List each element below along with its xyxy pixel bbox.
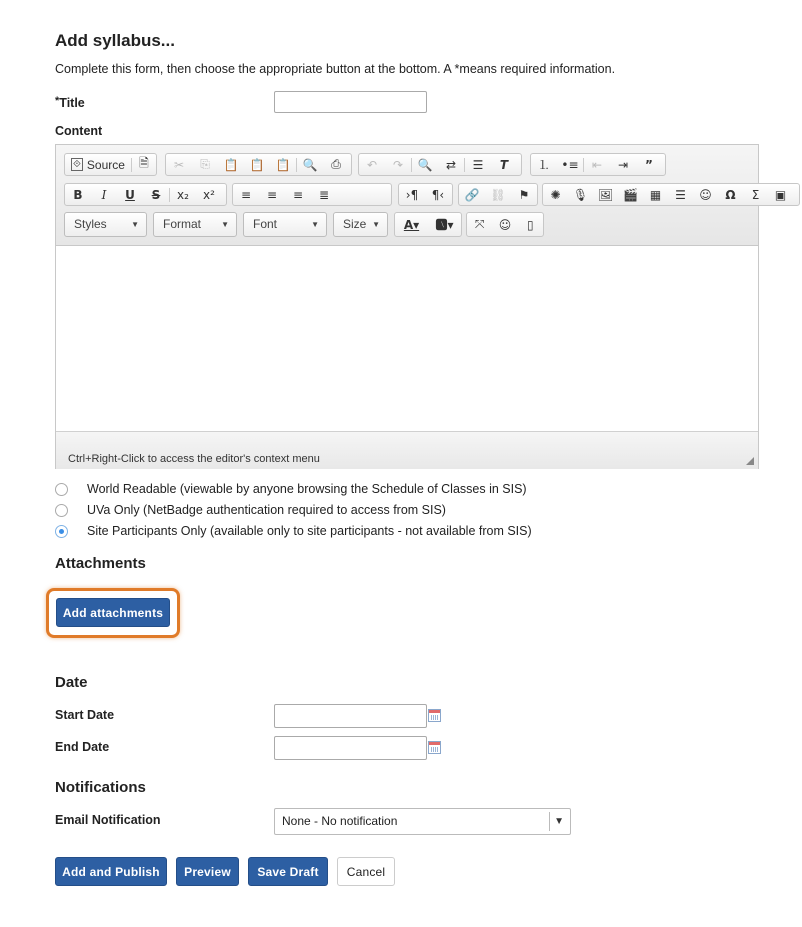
- title-label: *Title: [55, 95, 85, 110]
- bulleted-list-icon: •≡: [561, 157, 579, 172]
- redo-button[interactable]: [385, 154, 411, 175]
- page-title: Add syllabus...: [55, 31, 175, 50]
- toolbar-group-align: [232, 183, 392, 206]
- align-center-icon: ≡: [266, 187, 278, 202]
- toolbar-group-document: [64, 153, 157, 176]
- horizontal-rule-icon: ☰: [675, 187, 686, 202]
- smiley-icon: ☺: [699, 187, 712, 202]
- visibility-option-world[interactable]: World Readable (viewable by anyone browsing the Schedule of Classes in SIS): [55, 482, 527, 496]
- undo-button[interactable]: [359, 154, 385, 175]
- form-instructions: Complete this form, then choose the appropriate button at the bottom. A *means required information.: [55, 62, 616, 76]
- chevron-down-icon: ▼: [554, 816, 564, 827]
- omega-icon: Ω: [725, 187, 736, 202]
- image-icon: 🖼: [597, 187, 614, 202]
- chevron-down-icon: ▼: [131, 220, 139, 229]
- align-right-button[interactable]: [285, 184, 311, 205]
- paste-icon: 📋: [223, 157, 239, 172]
- ltr-icon: ›¶: [405, 187, 419, 202]
- start-date-label: Start Date: [55, 708, 115, 722]
- radio-world[interactable]: [55, 483, 68, 496]
- font-combo[interactable]: Font ▼: [243, 212, 327, 237]
- paste-word-button[interactable]: [270, 154, 296, 175]
- superscript-icon: x²: [203, 187, 215, 202]
- strike-icon: S: [151, 187, 161, 202]
- toolbar-group-paragraph: [530, 153, 666, 176]
- audio-icon: 🎙: [572, 187, 589, 202]
- visibility-option-site[interactable]: Site Participants Only (available only to site participants - not available from SIS): [55, 524, 532, 538]
- toolbar-group-insert: [542, 183, 800, 206]
- ltr-button[interactable]: [399, 184, 425, 205]
- audio-button[interactable]: [568, 184, 593, 205]
- bold-button[interactable]: [65, 184, 91, 205]
- media-button[interactable]: [618, 184, 643, 205]
- show-blocks-icon: ▯: [527, 217, 534, 232]
- required-marker: *: [55, 95, 60, 107]
- toolbar-group-links: [458, 183, 538, 206]
- size-combo[interactable]: Size ▼: [333, 212, 388, 237]
- image-button[interactable]: [593, 184, 618, 205]
- iframe-button[interactable]: [768, 184, 793, 205]
- paste-text-button[interactable]: [244, 154, 270, 175]
- text-color-icon: A▾: [403, 217, 420, 232]
- redo-icon: ↷: [392, 157, 404, 172]
- blockquote-button[interactable]: [636, 154, 662, 175]
- print-button[interactable]: [323, 154, 349, 175]
- media-icon: 🎬: [623, 187, 638, 202]
- preview-icon: 🔍: [302, 157, 318, 172]
- radio-uva[interactable]: [55, 504, 68, 517]
- anchor-icon: ⚑: [518, 187, 530, 202]
- align-center-button[interactable]: [259, 184, 285, 205]
- start-date-input[interactable]: [274, 704, 427, 728]
- italic-button[interactable]: [91, 184, 117, 205]
- paste-button[interactable]: [218, 154, 244, 175]
- sigma-icon: Σ: [751, 187, 760, 202]
- find-button[interactable]: [412, 154, 438, 175]
- date-heading: Date: [55, 674, 88, 691]
- decrease-indent-button[interactable]: [584, 154, 610, 175]
- iframe-icon: ▣: [774, 187, 787, 202]
- decrease-indent-icon: ⇤: [591, 157, 603, 172]
- document-icon: 🗎: [139, 156, 149, 170]
- notifications-heading: Notifications: [55, 779, 146, 796]
- toolbar-group-clipboard: [165, 153, 352, 176]
- styles-combo[interactable]: Styles ▼: [64, 212, 147, 237]
- horizontal-rule-button[interactable]: [668, 184, 693, 205]
- justify-button[interactable]: [311, 184, 337, 205]
- source-icon: ⟐: [73, 159, 81, 170]
- underline-button[interactable]: [117, 184, 143, 205]
- align-right-icon: ≡: [292, 187, 304, 202]
- add-and-publish-button[interactable]: Add and Publish: [55, 857, 167, 886]
- find-icon: 🔍: [417, 157, 433, 172]
- select-all-button[interactable]: [465, 154, 491, 175]
- end-date-calendar-icon[interactable]: [428, 741, 441, 754]
- equation-button[interactable]: [743, 184, 768, 205]
- paste-text-icon: 📋: [249, 157, 265, 172]
- cut-icon: ✂: [173, 157, 185, 172]
- start-date-calendar-icon[interactable]: [428, 709, 441, 722]
- subscript-button[interactable]: [170, 184, 196, 205]
- radio-site[interactable]: [55, 525, 68, 538]
- rtl-icon: ¶‹: [431, 187, 445, 202]
- link-button[interactable]: [459, 184, 485, 205]
- strike-button[interactable]: [143, 184, 169, 205]
- source-button[interactable]: ⟐ Source: [73, 157, 125, 172]
- visibility-option-uva[interactable]: UVa Only (NetBadge authentication required to access from SIS): [55, 503, 446, 517]
- editor-status-bar: [56, 431, 758, 469]
- add-attachments-button[interactable]: Add attachments: [56, 598, 170, 627]
- maximize-icon: ⤧: [474, 217, 485, 231]
- blockquote-icon: ”: [645, 157, 653, 172]
- unlink-button[interactable]: [485, 184, 511, 205]
- bulleted-list-button[interactable]: [557, 154, 583, 175]
- resize-handle[interactable]: [746, 457, 754, 465]
- background-color-button[interactable]: [428, 214, 461, 235]
- replace-icon: ⇄: [445, 157, 457, 172]
- increase-indent-button[interactable]: [610, 154, 636, 175]
- print-icon: ⎙: [331, 157, 341, 171]
- accessibility-button[interactable]: [492, 214, 517, 235]
- preview-button[interactable]: Preview: [176, 857, 239, 886]
- superscript-button[interactable]: [196, 184, 222, 205]
- accessibility-icon: ☺: [498, 217, 512, 232]
- save-draft-button[interactable]: Save Draft: [248, 857, 328, 886]
- numbered-list-icon: ⒈: [537, 158, 550, 172]
- rich-text-editor: [55, 144, 787, 469]
- toolbar-group-colors: [394, 212, 462, 237]
- cut-button[interactable]: [166, 154, 192, 175]
- editor-content-area[interactable]: [56, 246, 758, 431]
- bold-icon: B: [73, 187, 83, 202]
- show-blocks-button[interactable]: [518, 214, 543, 235]
- remove-format-icon: T: [499, 157, 509, 172]
- select-all-icon: ☰: [472, 157, 484, 172]
- email-notification-label: Email Notification: [55, 813, 161, 827]
- background-color-icon: 🅰▾: [435, 218, 454, 232]
- format-combo[interactable]: Format ▼: [153, 212, 237, 237]
- email-notification-select[interactable]: None - No notification ▼: [274, 808, 571, 835]
- editor-context-hint: Ctrl+Right-Click to access the editor's context menu: [68, 453, 320, 465]
- align-left-button[interactable]: [233, 184, 259, 205]
- subscript-icon: x₂: [177, 187, 189, 202]
- undo-icon: ↶: [366, 157, 378, 172]
- chevron-down-icon: ▼: [372, 220, 380, 229]
- toolbar-group-basic: [64, 183, 227, 206]
- numbered-list-button[interactable]: [531, 154, 557, 175]
- content-label: Content: [55, 124, 103, 138]
- special-char-button[interactable]: [718, 184, 743, 205]
- editor-toolbar: [56, 145, 787, 246]
- justify-icon: ≣: [318, 187, 330, 202]
- increase-indent-icon: ⇥: [617, 157, 629, 172]
- maximize-button[interactable]: [467, 214, 492, 235]
- anchor-button[interactable]: [511, 184, 537, 205]
- toolbar-group-editing: [358, 153, 522, 176]
- link-icon: 🔗: [464, 187, 480, 202]
- text-color-button[interactable]: [395, 214, 428, 235]
- table-icon: ▦: [649, 187, 662, 202]
- cancel-button[interactable]: Cancel: [337, 857, 395, 886]
- special-icon: ✺: [550, 187, 561, 202]
- copy-button[interactable]: [192, 154, 218, 175]
- attachments-heading: Attachments: [55, 555, 146, 572]
- paste-word-icon: 📋: [275, 157, 291, 172]
- underline-icon: U: [125, 187, 135, 202]
- unlink-icon: ⛓: [490, 187, 506, 202]
- replace-button[interactable]: [438, 154, 464, 175]
- italic-icon: I: [101, 187, 107, 202]
- chevron-down-icon: ▼: [221, 220, 229, 229]
- preview-button[interactable]: [297, 154, 323, 175]
- title-input[interactable]: [274, 91, 427, 113]
- toolbar-group-tools: [466, 212, 544, 237]
- special-button[interactable]: [543, 184, 568, 205]
- smiley-button[interactable]: [693, 184, 718, 205]
- templates-button[interactable]: [132, 154, 156, 175]
- align-left-icon: ≡: [240, 187, 252, 202]
- remove-format-button[interactable]: [491, 154, 517, 175]
- table-button[interactable]: [643, 184, 668, 205]
- toolbar-group-bidi: [398, 183, 453, 206]
- copy-icon: ⎘: [200, 157, 210, 171]
- rtl-button[interactable]: [425, 184, 451, 205]
- end-date-label: End Date: [55, 740, 110, 754]
- end-date-input[interactable]: [274, 736, 427, 760]
- chevron-down-icon: ▼: [311, 220, 319, 229]
